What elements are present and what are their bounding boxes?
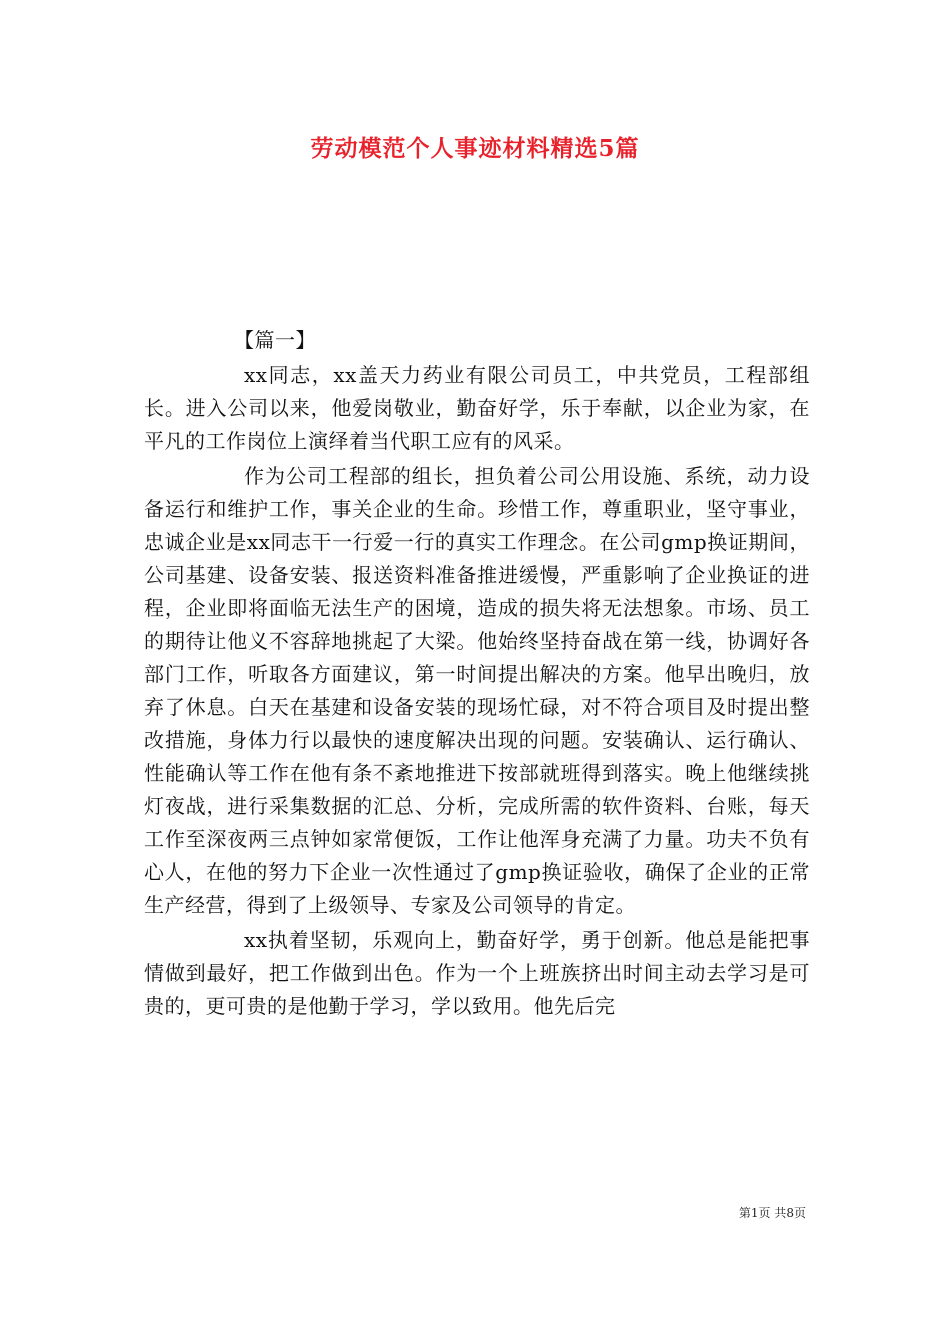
paragraph-2: 作为公司工程部的组长，担负着公司公用设施、系统，动力设备运行和维护工作，事关企业的生命。珍惜工作，尊重职业，坚守事业，忠诚企业是xx同志干一行爱一行的真实工作理念。在公司gmp换证期间，公司基建、设备安装、报送资料准备推进缓慢，严重影响了企业换证的进程，企业即将面临无法生产的困境，造成的损失将无法想象。市场、员工的期待让他义不容辞地挑起了大梁。他始终坚持奋战在第一线，协调好各部门工作，听取各方面建议，第一时间提出解决的方案。他早出晚归，放弃了休息。白天在基建和设备安装的现场忙碌，对不符合项目及时提出整改措施，身体力行以最快的速度解决出现的问题。安装确认、运行确认、性能确认等工作在他有条不紊地推进下按部就班得到落实。晚上他继续挑灯夜战，进行采集数据的汇总、分析，完成所需的软件资料、台账，每天工作至深夜两三点钟如家常便饭，工作让他浑身充满了力量。功夫不负有心人，在他的努力下企业一次性通过了gmp换证验收，确保了企业的正常生产经营，得到了上级领导、专家及公司领导的肯定。 <box>144 464 810 917</box>
document-title: 劳动模范个人事迹材料精选5篇 <box>310 135 640 162</box>
document-body <box>144 324 810 1025</box>
paragraph-1: xx同志，xx盖天力药业有限公司员工，中共党员，工程部组长。进入公司以来，他爱岗敬业，勤奋好学，乐于奉献，以企业为家，在平凡的工作岗位上演绎着当代职工应有的风采。 <box>144 363 810 453</box>
paragraph-3: xx执着坚韧，乐观向上，勤奋好学，勇于创新。他总是能把事情做到最好，把工作做到出色。作为一个上班族挤出时间主动去学习是可贵的，更可贵的是他勤于学习，学以致用。他先后完 <box>144 928 810 1018</box>
page-number-footer: 第1页 共8页 <box>738 1206 806 1220</box>
section-heading: 【篇一】 <box>234 328 316 352</box>
